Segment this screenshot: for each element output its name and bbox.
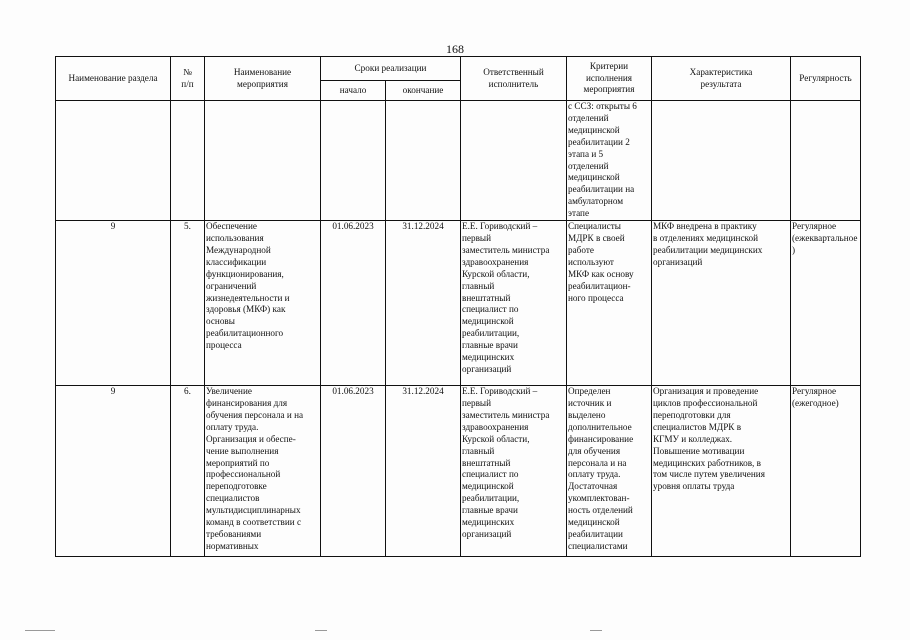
- scan-artifact: [590, 630, 602, 631]
- cell-regularity: Регулярное (ежеквартальное): [791, 221, 861, 386]
- cell-result: Организация и проведение циклов профессиональной переподготовки для специалистов МДРК в КГМУ и колледжах. Повышение мотивации медицинских работников, в том числе путем увеличения уровня оплаты труда: [652, 386, 791, 557]
- header-end: окончание: [386, 81, 461, 101]
- cell-start-date: 01.06.2023: [321, 221, 386, 386]
- cell-criteria: с ССЗ: открыты 6 отделений медицинской реабилитации 2 этапа и 5 отделений медицинской реабилитации на амбулаторном этапе: [567, 101, 652, 221]
- cell-empty: [652, 101, 791, 221]
- header-section-name: Наименование раздела: [56, 57, 171, 101]
- cell-end-date: 31.12.2024: [386, 386, 461, 557]
- cell-empty: [205, 101, 321, 221]
- cell-number: 6.: [171, 386, 205, 557]
- cell-empty: [791, 101, 861, 221]
- header-number: № п/п: [171, 57, 205, 101]
- cell-number: 5.: [171, 221, 205, 386]
- header-start: начало: [321, 81, 386, 101]
- table-row-continuation: [56, 101, 861, 221]
- cell-result: МКФ внедрена в практику в отделениях медицинской реабилитации медицинских организаций: [652, 221, 791, 386]
- header-responsible: Ответственный исполнитель: [461, 57, 567, 101]
- header-row: [56, 57, 861, 81]
- cell-empty: [321, 101, 386, 221]
- scan-artifact: [25, 630, 55, 631]
- page-number: 168: [446, 42, 464, 56]
- cell-activity: Увеличение финансирования для обучения персонала и на оплату труда. Организация и обеспе- чение выполнения мероприятий по профессиональной переподготовке специалистов мультидисциплинарных команд в соответствии с требованиями нормативных: [205, 386, 321, 557]
- scan-artifact: [315, 630, 327, 631]
- header-criteria: Критерии исполнения мероприятия: [567, 57, 652, 101]
- header-regularity: Регулярность: [791, 57, 861, 101]
- cell-empty: [461, 101, 567, 221]
- cell-section: 9: [56, 221, 171, 386]
- cell-regularity: Регулярное (ежегодное): [791, 386, 861, 557]
- cell-responsible: Е.Е. Гориводский – первый заместитель министра здравоохранения Курской области, главный внештатный специалист по медицинской реабилитации, главные врачи медицинских организаций: [461, 221, 567, 386]
- cell-empty: [171, 101, 205, 221]
- cell-activity: Обеспечение использования Международной классификации функционирования, ограничений жизнедеятельности и здоровья (МКФ) как основы реабилитационного процесса: [205, 221, 321, 386]
- header-result: Характеристика результата: [652, 57, 791, 101]
- cell-criteria: Специалисты МДРК в своей работе используют МКФ как основу реабилитацион- ного процесса: [567, 221, 652, 386]
- table-row: [56, 386, 861, 557]
- cell-criteria: Определен источник и выделено дополнительное финансирование для обучения персонала и на оплату труда. Достаточная укомплектован- ность отделений медицинской реабилитации специалистами: [567, 386, 652, 557]
- cell-end-date: 31.12.2024: [386, 221, 461, 386]
- header-terms: Сроки реализации: [321, 57, 461, 81]
- table-row: [56, 221, 861, 386]
- cell-empty: [56, 101, 171, 221]
- cell-responsible: Е.Е. Гориводский – первый заместитель министра здравоохранения Курской области, главный внештатный специалист по медицинской реабилитации, главные врачи медицинских организаций: [461, 386, 567, 557]
- cell-empty: [386, 101, 461, 221]
- cell-start-date: 01.06.2023: [321, 386, 386, 557]
- cell-section: 9: [56, 386, 171, 557]
- action-plan-table: [55, 56, 861, 557]
- header-activity-name: Наименование мероприятия: [205, 57, 321, 101]
